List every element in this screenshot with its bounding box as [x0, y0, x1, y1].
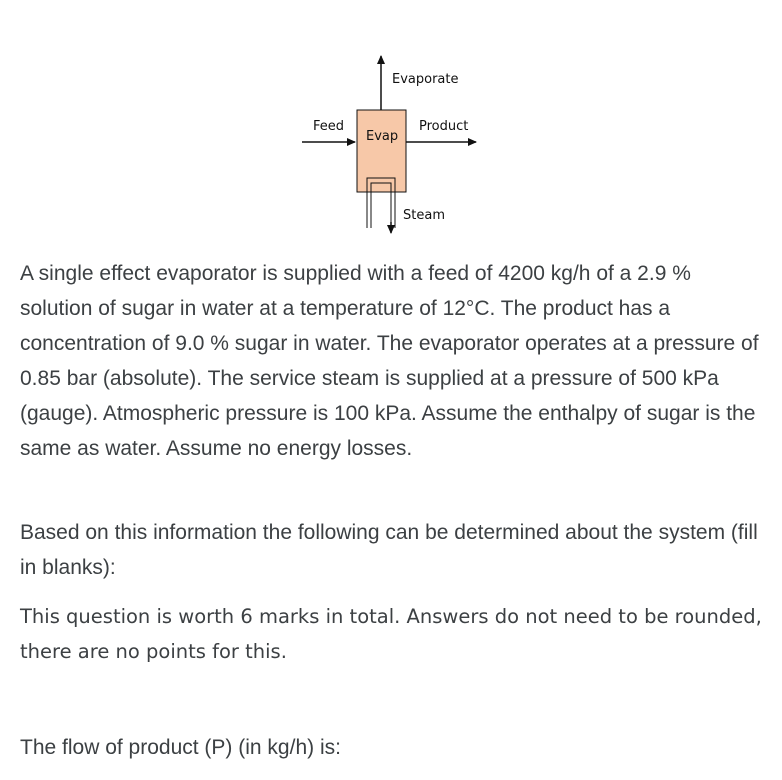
- evaporator-diagram: [20, 52, 760, 238]
- product-label: Product: [419, 119, 469, 134]
- steam-label: Steam: [403, 208, 445, 223]
- evap-label: Evap: [366, 129, 399, 144]
- problem-statement: A single effect evaporator is supplied with a feed of 4200 kg/h of a 2.9 % solution of sugar in water at a temperature of 12°C. The product has a concentration of 9.0 % sugar in water. The evaporator operates at a pressure of 0.85 bar (absolute). The service steam is supplied at a pressure of 500 kPa (gauge). Atmospheric pressure is 100 kPa. Assume the enthalpy of sugar is the same as water. Assume no energy losses.: [20, 262, 759, 460]
- question-product-flow: The flow of product (P) (in kg/h) is:: [20, 736, 341, 759]
- marks-note: This question is worth 6 marks in total. Answers do not need to be rounded, there are no points for this.: [20, 605, 762, 663]
- question-intro: Based on this information the following can be determined about the system (fill in blanks):: [20, 521, 758, 579]
- evaporator-diagram-svg: [20, 52, 760, 238]
- evaporator-vessel: [357, 110, 406, 192]
- evaporate-label: Evaporate: [392, 72, 459, 87]
- feed-label: Feed: [313, 119, 345, 134]
